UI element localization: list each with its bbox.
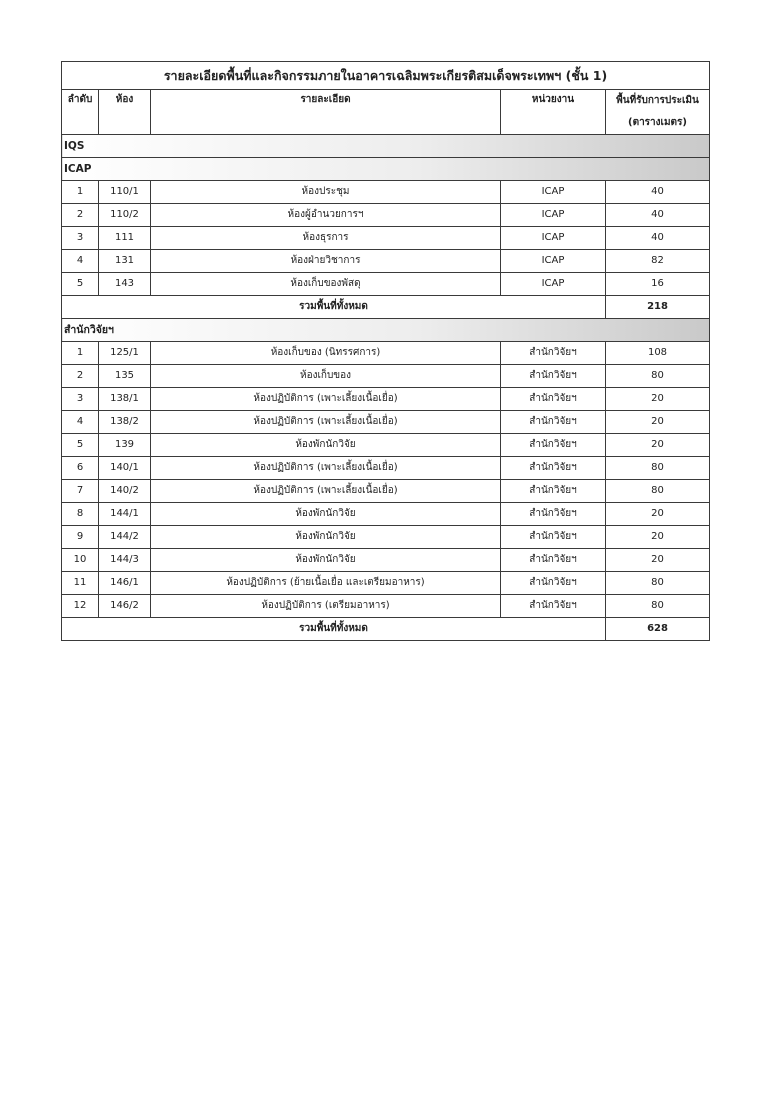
cell-area: 40: [606, 181, 710, 204]
cell-room: 144/2: [99, 526, 151, 549]
cell-detail: ห้องพักนักวิจัย: [151, 549, 501, 572]
cell-area: 80: [606, 480, 710, 503]
cell-detail: ห้องปฏิบัติการ (เพาะเลี้ยงเนื้อเยื่อ): [151, 388, 501, 411]
section-row: [62, 319, 710, 342]
header-area-line2: (ตารางเมตร): [628, 117, 687, 128]
cell-room: 138/1: [99, 388, 151, 411]
cell-detail: ห้องฝ่ายวิชาการ: [151, 250, 501, 273]
cell-no: 7: [62, 480, 99, 503]
cell-area: 20: [606, 503, 710, 526]
header-area: [606, 90, 710, 135]
cell-detail: ห้องปฏิบัติการ (เพาะเลี้ยงเนื้อเยื่อ): [151, 411, 501, 434]
cell-no: 8: [62, 503, 99, 526]
total-row: [62, 618, 710, 641]
cell-room: 140/2: [99, 480, 151, 503]
table-row: [62, 227, 710, 250]
cell-room: 125/1: [99, 342, 151, 365]
table-row: [62, 181, 710, 204]
section-row: [62, 135, 710, 158]
table-row: [62, 503, 710, 526]
cell-area: 20: [606, 434, 710, 457]
cell-room: 144/1: [99, 503, 151, 526]
cell-area: 80: [606, 365, 710, 388]
section-name: ICAP: [62, 158, 710, 181]
total-row: [62, 296, 710, 319]
table-row: [62, 572, 710, 595]
cell-detail: ห้องประชุม: [151, 181, 501, 204]
header-room: ห้อง: [99, 90, 151, 135]
header-unit: หน่วยงาน: [501, 90, 606, 135]
table-row: [62, 204, 710, 227]
cell-room: 138/2: [99, 411, 151, 434]
cell-area: 80: [606, 595, 710, 618]
cell-detail: ห้องพักนักวิจัย: [151, 434, 501, 457]
cell-unit: สำนักวิจัยฯ: [501, 365, 606, 388]
cell-detail: ห้องธุรการ: [151, 227, 501, 250]
cell-detail: ห้องปฏิบัติการ (ย้ายเนื้อเยื่อ และเตรียมอาหาร): [151, 572, 501, 595]
header-detail: รายละเอียด: [151, 90, 501, 135]
cell-no: 5: [62, 434, 99, 457]
cell-room: 146/2: [99, 595, 151, 618]
cell-area: 20: [606, 549, 710, 572]
cell-unit: สำนักวิจัยฯ: [501, 480, 606, 503]
cell-room: 139: [99, 434, 151, 457]
cell-no: 5: [62, 273, 99, 296]
cell-room: 135: [99, 365, 151, 388]
cell-room: 110/1: [99, 181, 151, 204]
cell-room: 143: [99, 273, 151, 296]
cell-room: 146/1: [99, 572, 151, 595]
cell-no: 4: [62, 411, 99, 434]
cell-no: 9: [62, 526, 99, 549]
table-title: รายละเอียดพื้นที่และกิจกรรมภายในอาคารเฉลิมพระเกียรติสมเด็จพระเทพฯ (ชั้น 1): [62, 62, 710, 90]
table-row: [62, 411, 710, 434]
cell-area: 80: [606, 457, 710, 480]
cell-unit: ICAP: [501, 273, 606, 296]
cell-no: 6: [62, 457, 99, 480]
cell-room: 111: [99, 227, 151, 250]
total-label: รวมพื้นที่ทั้งหมด: [62, 296, 606, 319]
cell-no: 2: [62, 204, 99, 227]
total-value: 218: [606, 296, 710, 319]
cell-room: 144/3: [99, 549, 151, 572]
table-title-row: [62, 62, 710, 90]
cell-area: 108: [606, 342, 710, 365]
cell-unit: สำนักวิจัยฯ: [501, 342, 606, 365]
cell-unit: สำนักวิจัยฯ: [501, 457, 606, 480]
cell-area: 20: [606, 526, 710, 549]
cell-no: 1: [62, 342, 99, 365]
table-row: [62, 457, 710, 480]
cell-no: 3: [62, 388, 99, 411]
table-row: [62, 434, 710, 457]
cell-room: 110/2: [99, 204, 151, 227]
cell-area: 40: [606, 204, 710, 227]
table-row: [62, 595, 710, 618]
cell-unit: สำนักวิจัยฯ: [501, 503, 606, 526]
cell-unit: สำนักวิจัยฯ: [501, 549, 606, 572]
cell-area: 16: [606, 273, 710, 296]
cell-no: 10: [62, 549, 99, 572]
cell-unit: สำนักวิจัยฯ: [501, 595, 606, 618]
section-name: IQS: [62, 135, 710, 158]
header-no: ลำดับ: [62, 90, 99, 135]
table-row: [62, 480, 710, 503]
cell-unit: สำนักวิจัยฯ: [501, 526, 606, 549]
cell-detail: ห้องพักนักวิจัย: [151, 526, 501, 549]
cell-area: 20: [606, 411, 710, 434]
cell-no: 11: [62, 572, 99, 595]
header-row: [62, 90, 710, 135]
table-row: [62, 342, 710, 365]
cell-no: 3: [62, 227, 99, 250]
cell-detail: ห้องพักนักวิจัย: [151, 503, 501, 526]
cell-detail: ห้องปฏิบัติการ (เตรียมอาหาร): [151, 595, 501, 618]
cell-unit: สำนักวิจัยฯ: [501, 388, 606, 411]
cell-area: 20: [606, 388, 710, 411]
table-row: [62, 549, 710, 572]
cell-no: 12: [62, 595, 99, 618]
cell-detail: ห้องผู้อำนวยการฯ: [151, 204, 501, 227]
table-row: [62, 273, 710, 296]
cell-no: 4: [62, 250, 99, 273]
cell-unit: ICAP: [501, 250, 606, 273]
cell-unit: สำนักวิจัยฯ: [501, 434, 606, 457]
total-label: รวมพื้นที่ทั้งหมด: [62, 618, 606, 641]
table-row: [62, 365, 710, 388]
cell-detail: ห้องเก็บของ (นิทรรศการ): [151, 342, 501, 365]
area-table: [61, 61, 710, 641]
cell-detail: ห้องเก็บของ: [151, 365, 501, 388]
header-area-line1: พื้นที่รับการประเมิน: [616, 95, 699, 106]
cell-area: 40: [606, 227, 710, 250]
cell-detail: ห้องปฏิบัติการ (เพาะเลี้ยงเนื้อเยื่อ): [151, 480, 501, 503]
section-row: [62, 158, 710, 181]
cell-detail: ห้องปฏิบัติการ (เพาะเลี้ยงเนื้อเยื่อ): [151, 457, 501, 480]
cell-area: 82: [606, 250, 710, 273]
table-row: [62, 388, 710, 411]
cell-area: 80: [606, 572, 710, 595]
table-row: [62, 526, 710, 549]
cell-room: 140/1: [99, 457, 151, 480]
section-name: สำนักวิจัยฯ: [62, 319, 710, 342]
cell-unit: ICAP: [501, 204, 606, 227]
cell-no: 1: [62, 181, 99, 204]
cell-unit: ICAP: [501, 227, 606, 250]
table-row: [62, 250, 710, 273]
total-value: 628: [606, 618, 710, 641]
cell-detail: ห้องเก็บของพัสดุ: [151, 273, 501, 296]
cell-unit: สำนักวิจัยฯ: [501, 572, 606, 595]
cell-room: 131: [99, 250, 151, 273]
cell-unit: สำนักวิจัยฯ: [501, 411, 606, 434]
cell-no: 2: [62, 365, 99, 388]
cell-unit: ICAP: [501, 181, 606, 204]
